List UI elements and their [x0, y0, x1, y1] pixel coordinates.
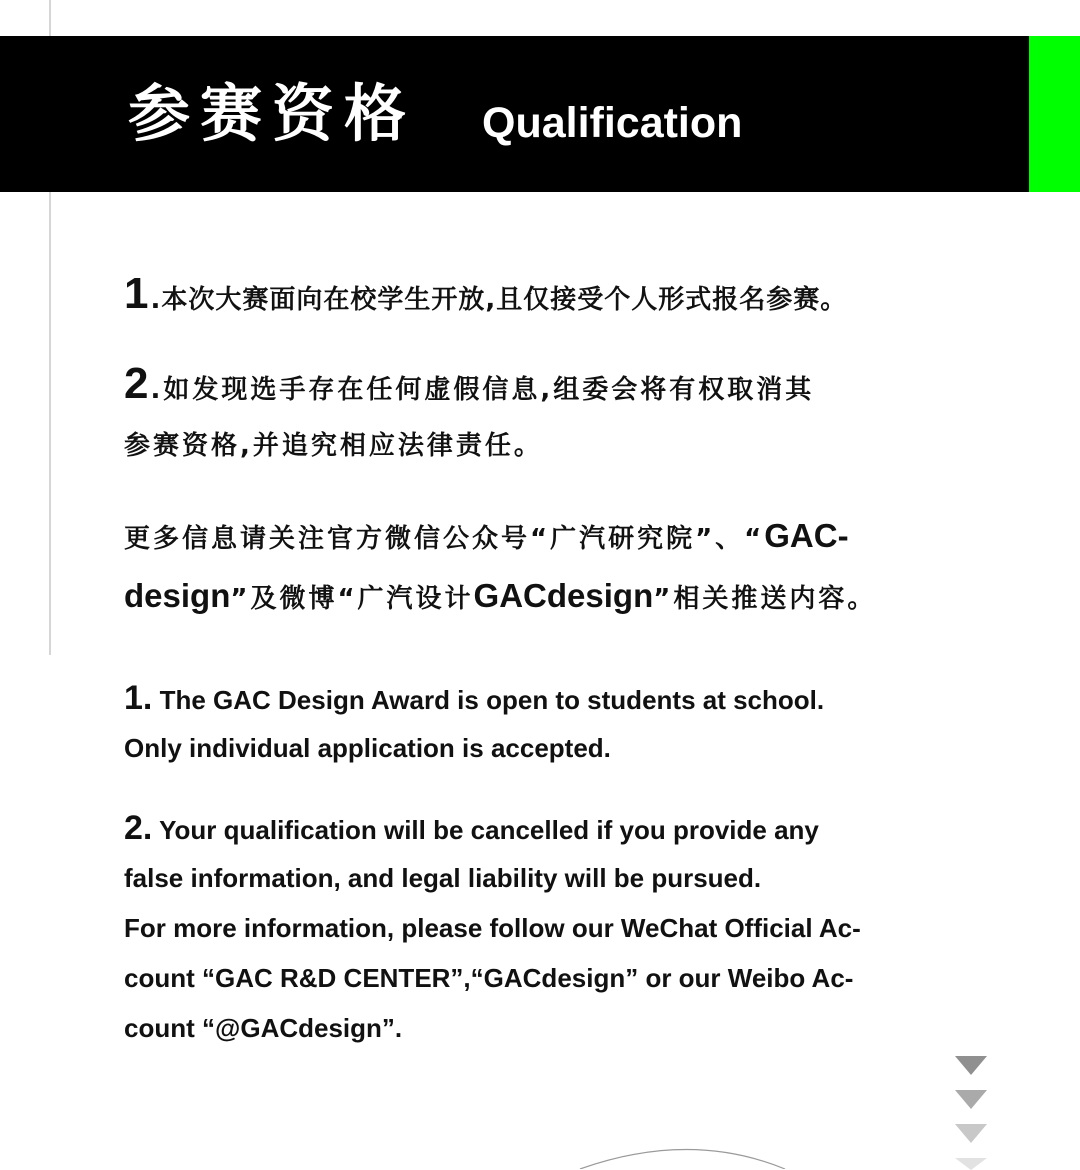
- arrow-down-icon: [955, 1056, 987, 1075]
- en-item-2-text-1: Your qualification will be cancelled if you provide any: [152, 815, 819, 845]
- cn-more-info-latin-3: GACdesign: [473, 577, 654, 614]
- cn-item-2-text-1: 如发现选手存在任何虚假信息,组委会将有权取消其: [163, 375, 815, 405]
- cn-item-2-line-1: [124, 359, 815, 408]
- cn-more-info-latin-2: design: [124, 577, 231, 614]
- en-item-2-line-3: For more information, please follow our WeChat Official Ac-: [124, 913, 861, 943]
- scroll-down-arrows-icon[interactable]: [955, 1056, 989, 1170]
- cn-more-info-text-3: ”相关推送内容。: [653, 584, 877, 614]
- en-item-1-text-1: The GAC Design Award is open to students at school.: [152, 685, 825, 715]
- en-item-1-line-1: [124, 680, 824, 718]
- en-item-1-line-2: Only individual application is accepted.: [124, 733, 611, 763]
- en-item-1-number: 1.: [124, 679, 153, 717]
- cn-more-info-line-1: [124, 518, 849, 557]
- en-item-2-line-1: [124, 810, 819, 848]
- en-item-2-line-4: count “GAC R&D CENTER”,“GACdesign” or our Weibo Ac-: [124, 963, 854, 993]
- cn-item-1: [124, 269, 848, 318]
- title-english: Qualification: [482, 99, 743, 147]
- title-chinese: 参赛资格: [128, 77, 417, 150]
- cn-more-info-text-1: 更多信息请关注官方微信公众号“广汽研究院”、“: [124, 524, 765, 554]
- en-item-2-line-2: false information, and legal liability will be pursued.: [124, 863, 762, 893]
- cn-item-2-line-2: 参赛资格,并追究相应法律责任。: [124, 431, 543, 461]
- cn-more-info-line-2: [124, 578, 876, 617]
- cn-item-1-dot: .: [150, 285, 162, 315]
- en-item-2-line-5: count “@GACdesign”.: [124, 1013, 403, 1043]
- cn-more-info-text-2: ”及微博“广汽设计: [230, 584, 474, 614]
- arrow-down-icon: [955, 1158, 987, 1170]
- decorative-curve-icon: [560, 1140, 820, 1169]
- cn-item-1-number: 1: [124, 269, 149, 318]
- arrow-down-icon: [955, 1124, 987, 1143]
- cn-item-2-dot: .: [150, 375, 164, 405]
- cn-item-1-text: 本次大赛面向在校学生开放,且仅接受个人形式报名参赛。: [161, 285, 848, 315]
- accent-bar: [1029, 36, 1080, 192]
- cn-more-info-latin-1: GAC-: [764, 517, 849, 554]
- en-item-2-number: 2.: [124, 809, 153, 847]
- cn-item-2-number: 2: [124, 359, 149, 408]
- arrow-down-icon: [955, 1090, 987, 1109]
